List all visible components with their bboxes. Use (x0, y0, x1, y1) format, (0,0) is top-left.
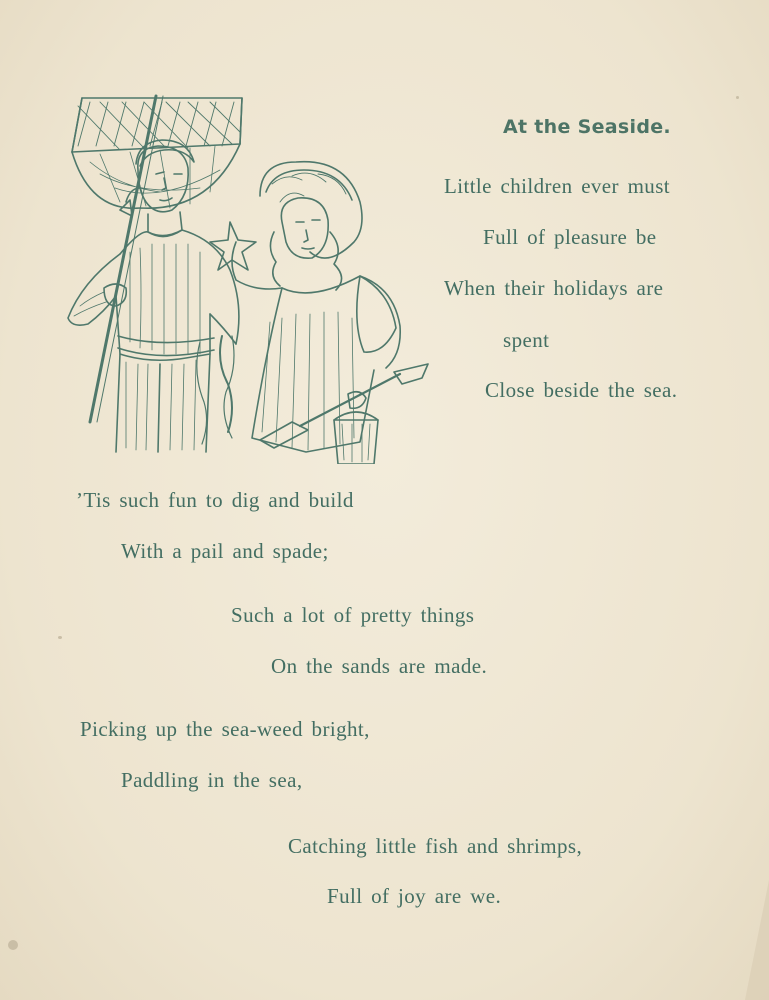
stanza1-line5: Close beside the sea. (485, 378, 678, 402)
stanza3-line2: Paddling in the sea, (121, 768, 303, 792)
paper-speck (736, 96, 739, 99)
page-corner-fold (745, 880, 769, 1000)
poem-title: At the Seaside. (503, 116, 671, 138)
stanza3-line3: Catching little fish and shrimps, (288, 834, 583, 858)
paper-speck (58, 636, 62, 639)
paper-stain (8, 940, 18, 950)
stanza2-line4: On the sands are made. (271, 654, 488, 678)
stanza1-line4: spent (503, 328, 550, 352)
stanza1-line1: Little children ever must (444, 174, 671, 198)
illustration-drawing (60, 92, 436, 464)
stanza2-line1: ’Tis such fun to dig and build (76, 488, 354, 512)
stanza1-line2: Full of pleasure be (483, 225, 657, 249)
stanza2-line2: With a pail and spade; (121, 539, 329, 563)
stanza2-line3: Such a lot of pretty things (231, 603, 475, 627)
stanza3-line4: Full of joy are we. (327, 884, 502, 908)
starfish-icon (210, 222, 256, 270)
children-seaside-illustration (60, 92, 436, 464)
stanza3-line1: Picking up the sea-weed bright, (80, 717, 370, 741)
stanza1-line3: When their holidays are (444, 276, 664, 300)
